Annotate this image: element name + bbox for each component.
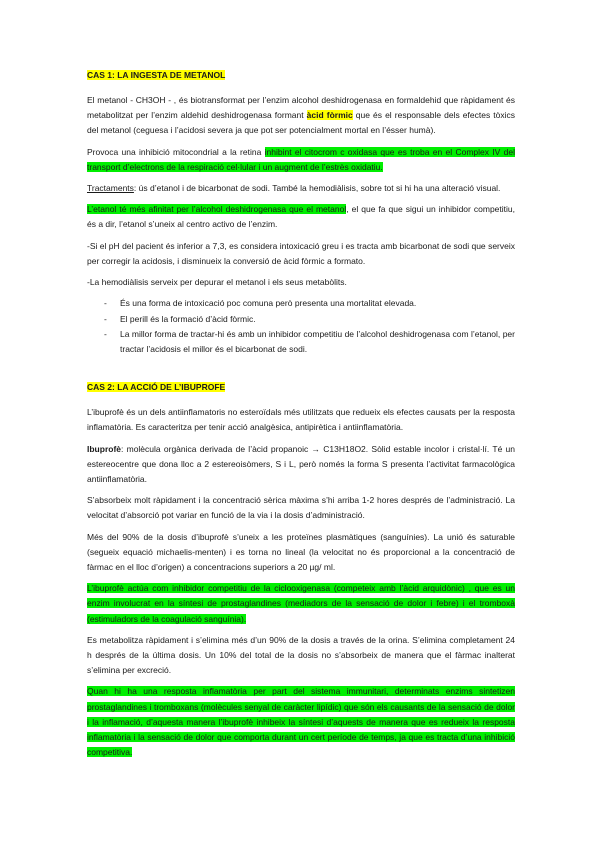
document-body bbox=[87, 68, 515, 767]
case2-paragraph-3: S’absorbeix molt ràpidament i la concentració sèrica màxima s’hi arriba 1-2 hores després de l’administració. La velocitat d’absorció pot variar en funció de la via i la dosis d’administració. bbox=[87, 495, 515, 521]
formic-acid-highlight: àcid fòrmic bbox=[306, 110, 353, 121]
ibuprofen-label: Ibuprofè bbox=[87, 443, 121, 454]
green-highlight: inhibint el citocrom c oxidasa que es troba en el Complex IV del transport d’electrons de la respiració cel·lular i un augment de l’estrès oxidatiu. bbox=[87, 146, 515, 172]
case1-paragraph-1: El metanol - CH3OH - , és biotransformat per l’enzim alcohol deshidrogenasa en formaldehid que ràpidament és metabolitzat per l’enzim aldehid deshidrogenasa formant àcid fòrmic que és el responsable dels efectes tòxics del metanol (ceguesa i l’acidosi severa ja que pot ser potencialment mortal en l’ésser humà). bbox=[87, 95, 515, 136]
case1-paragraph-4: L’etanol té més afinitat per l’alcohol deshidrogenasa que el metanol, el que fa que sigui un inhibidor competitiu, és a dir, l’etanol s’uneix al centro activo de l’enzim. bbox=[87, 204, 515, 230]
list-item: - La millor forma de tractar-hi és amb un inhibidor competitiu de l’alcohol deshidrogenasa com l’etanol, per tractar l’acidosis el millor és el bicarbonat de sodi. bbox=[104, 329, 515, 354]
case2-paragraph-4: Més del 90% de la dosis d’ibuprofè s’uneix a les proteïnes plasmàtiques (sanguínies). La unió és saturable (segueix equació michaelis-menten) i es torna no lineal (la velocitat no és proporcional a la concentració de fàrmac en el lloc d’origen) a concentracions superiors a 20 µg/ ml. bbox=[87, 531, 515, 573]
green-highlight: Quan hi ha una resposta inflamatòria per part del sistema immunitari, determinats enzims sintetizen prostaglandines i tromboxans (molècules senyal de caràcter lipídic) que són els causants de la sensació de dolor i la inflamació, d’aquesta manera l’ibuprofè inhibeix la síntesi d’aquests de manera que es redueix la resposta inflamatòria i la sensació de dolor que comporta durant un cert període de temps, ja que es tracta d’una inhibició competitiva. bbox=[87, 686, 515, 758]
dash-bullet: - bbox=[104, 298, 107, 309]
dash-bullet: - bbox=[104, 313, 107, 324]
case1-bullet-list bbox=[87, 296, 515, 356]
list-item: - El perill és la formació d’àcid fòrmic. bbox=[87, 312, 515, 327]
case1-paragraph-treatments: Tractaments: ús d’etanol i de bicarbonat de sodi. També la hemodiàlisis, sobre tot si hi ha una alteració visual. bbox=[87, 183, 501, 194]
case1-paragraph-2: Provoca una inhibició mitocondrial a la retina inhibint el citocrom c oxidasa que es troba en el Complex IV del transport d’electrons de la respiració cel·lular i un augment de l’estrès oxidatiu. bbox=[87, 146, 515, 172]
case2-paragraph-7 bbox=[87, 684, 515, 760]
case2-paragraph-5 bbox=[87, 581, 515, 627]
case2-paragraph-2: Ibuprofè: molècula orgànica derivada de l’àcid propanoic → C13H18O2. Sòlid estable incolor i cristal·lí. Té un estereocentre que dona lloc a 2 estereoisòmers, S i L, però només la forma S presenta l’activitat farmacològica antiinflamatòria. bbox=[87, 443, 515, 485]
list-item: - És una forma de intoxicació poc comuna però presenta una mortalitat elevada. bbox=[87, 296, 515, 311]
case2-paragraph-6: Es metabolitza ràpidament i s’elimina més d’un 90% de la dosis a través de la orina. S’elimina completament 24 h després de la última dosis. Un 10% del total de la dosis no s’absorbeix de manera que el fàrmac inalterat s’elimina per excreció. bbox=[87, 634, 515, 676]
case1-title: CAS 1: LA INGESTA DE METANOL bbox=[87, 70, 226, 80]
green-highlight: L’ibuprofè actúa com inhibidor competitiu de la ciclooxigenasa (competeix amb l’àcid arquidònic) , que es un enzim involucrat en la síntesi de prostaglandines (mediadors de la sensació de dolor i febre) i el tromboxà (estimuladors de la coagulació sanguínia). bbox=[87, 583, 515, 624]
treatments-label: Tractaments bbox=[87, 183, 134, 194]
case1-paragraph-6: -La hemodiàlisis serveix per depurar el metanol i els seus metabòlits. bbox=[87, 277, 347, 288]
case2-paragraph-1: L’ibuprofè és un dels antiinflamatoris no esteroïdals més utilitzats que redueix els efectes causats per la resposta inflamatòria. Es caracteritza per tenir acció analgèsica, antipirètica i antiinflamatòria. bbox=[87, 407, 515, 433]
green-highlight: L’etanol té més afinitat per l’alcohol deshidrogenasa que el metanol bbox=[87, 204, 347, 215]
dash-bullet: - bbox=[104, 329, 107, 340]
case2-title: CAS 2: LA ACCIÓ DE L’IBUPROFE bbox=[87, 382, 226, 393]
case1-paragraph-5: -Si el pH del pacient és inferior a 7,3, es considera intoxicació greu i es tracta amb bicarbonat de sodi que serveix per corregir la acidosis, i disminueix la conversió de àcid fòrmic a formato. bbox=[87, 240, 515, 266]
